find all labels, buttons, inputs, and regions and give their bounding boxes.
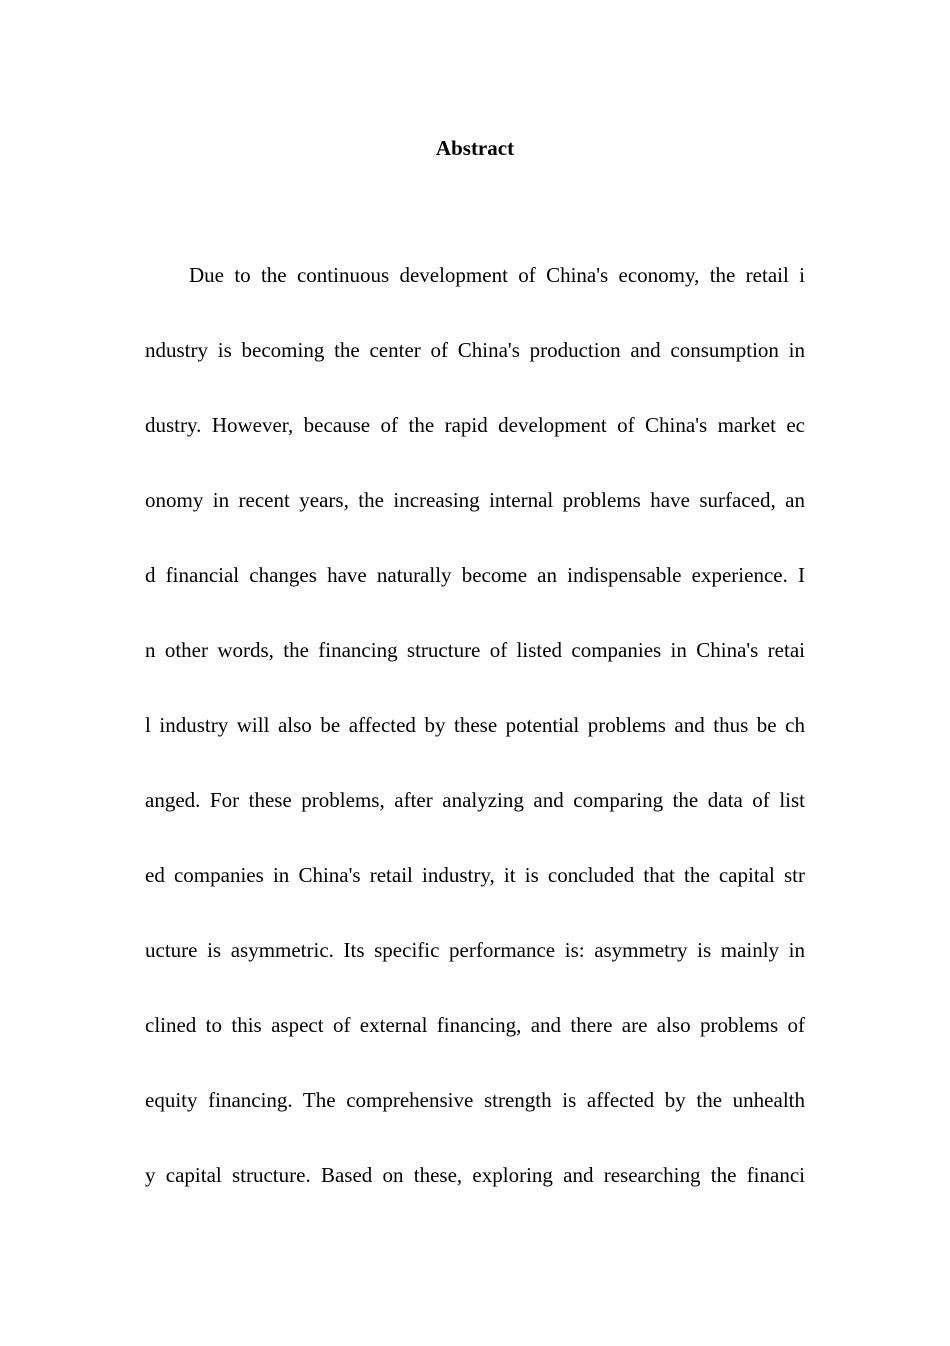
abstract-line: Due to the continuous development of China's economy, the retail i xyxy=(189,263,805,287)
abstract-line: ucture is asymmetric. Its specific performance is: asymmetry is mainly in xyxy=(145,938,805,962)
abstract-line: n other words, the financing structure of listed companies in China's retai xyxy=(145,638,805,662)
abstract-line: l industry will also be affected by these potential problems and thus be ch xyxy=(145,713,805,737)
abstract-line: equity financing. The comprehensive strength is affected by the unhealth xyxy=(145,1088,805,1112)
abstract-line: d financial changes have naturally become an indispensable experience. I xyxy=(145,563,805,587)
abstract-line: ed companies in China's retail industry, it is concluded that the capital str xyxy=(145,863,805,887)
abstract-line: clined to this aspect of external financing, and there are also problems of xyxy=(145,1013,805,1037)
abstract-title: Abstract xyxy=(435,136,515,160)
abstract-line: anged. For these problems, after analyzing and comparing the data of list xyxy=(145,788,805,812)
abstract-line: y capital structure. Based on these, exploring and researching the financi xyxy=(145,1163,805,1187)
abstract-line: onomy in recent years, the increasing internal problems have surfaced, an xyxy=(145,488,805,512)
abstract-line: ndustry is becoming the center of China's production and consumption in xyxy=(145,338,805,362)
abstract-line: dustry. However, because of the rapid development of China's market ec xyxy=(145,413,805,437)
